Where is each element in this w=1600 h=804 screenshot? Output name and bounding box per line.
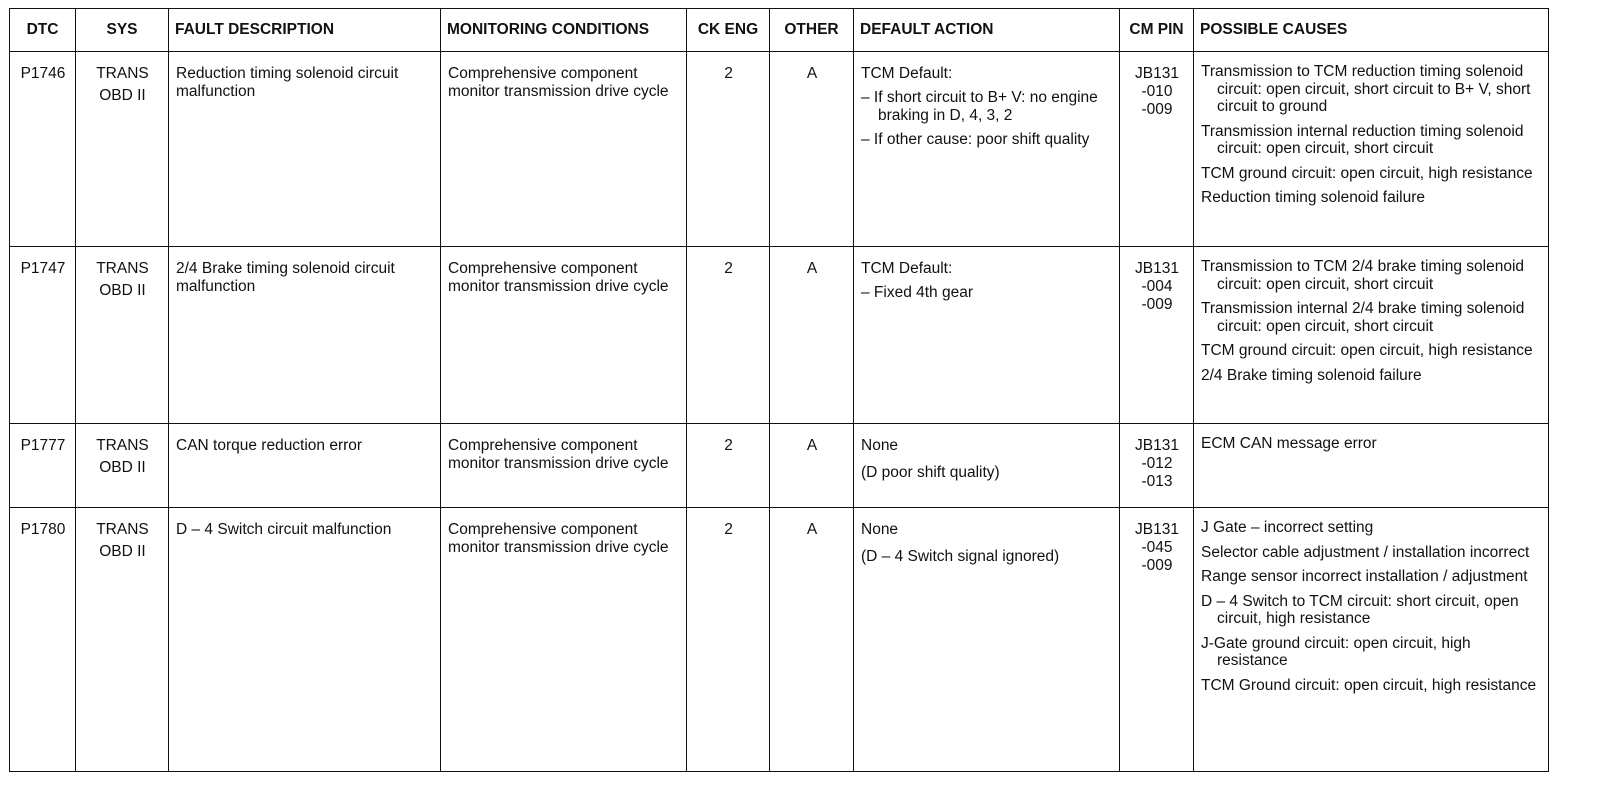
ck-eng-value: 2 (687, 424, 770, 508)
default-action-line: None (861, 437, 899, 454)
fault-description: CAN torque reduction error (169, 424, 441, 508)
header-monitoring-conditions: MONITORING CONDITIONS (441, 9, 687, 52)
cause-item: TCM ground circuit: open circuit, high resistance (1201, 342, 1533, 359)
default-action-line: (D – 4 Switch signal ignored) (861, 548, 1060, 565)
header-sys: SYS (76, 9, 169, 52)
default-action-item: – Fixed 4th gear (861, 284, 974, 301)
table-row (10, 508, 1549, 772)
dtc-code: P1777 (10, 424, 76, 508)
cm-pin-line: -010 (1141, 83, 1173, 100)
possible-causes (1194, 247, 1549, 424)
cm-pin-line: JB131 (1135, 65, 1179, 82)
monitoring-conditions: Comprehensive component monitor transmission drive cycle (441, 508, 687, 772)
other-value: A (770, 508, 854, 772)
default-action-heading: TCM Default: (861, 260, 953, 277)
cause-item: Reduction timing solenoid failure (1201, 189, 1426, 206)
possible-causes (1194, 424, 1549, 508)
sys-line: TRANS (96, 260, 149, 277)
default-action-line: (D poor shift quality) (861, 464, 1000, 481)
header-row (10, 9, 1549, 52)
dtc-code: P1747 (10, 247, 76, 424)
default-action (854, 52, 1120, 247)
ck-eng-value: 2 (687, 247, 770, 424)
fault-description: Reduction timing solenoid circuit malfunction (169, 52, 441, 247)
cm-pin-cell (1120, 247, 1194, 424)
cm-pin-line: -009 (1141, 557, 1173, 574)
cause-item: Transmission to TCM 2/4 brake timing solenoid circuit: open circuit, short circuit (1201, 258, 1525, 293)
sys-cell (76, 52, 169, 247)
cause-item: Selector cable adjustment / installation incorrect (1201, 543, 1530, 561)
default-action-item: – If short circuit to B+ V: no engine braking in D, 4, 3, 2 (861, 89, 1098, 124)
ck-eng-value: 2 (687, 508, 770, 772)
header-cm-pin: CM PIN (1120, 9, 1194, 52)
other-value: A (770, 52, 854, 247)
ck-eng-value: 2 (687, 52, 770, 247)
dtc-code: P1746 (10, 52, 76, 247)
cm-pin-line: JB131 (1135, 437, 1179, 454)
cm-pin-cell (1120, 424, 1194, 508)
cm-pin-cell (1120, 508, 1194, 772)
fault-description: 2/4 Brake timing solenoid circuit malfunction (169, 247, 441, 424)
default-action-item: – If other cause: poor shift quality (861, 131, 1090, 148)
sys-line: OBD II (99, 282, 146, 299)
sys-line: OBD II (99, 543, 146, 560)
sys-cell (76, 508, 169, 772)
default-action (854, 247, 1120, 424)
other-value: A (770, 424, 854, 508)
other-value: A (770, 247, 854, 424)
table-row (10, 247, 1549, 424)
cm-pin-line: -045 (1141, 539, 1173, 556)
cause-item: D – 4 Switch to TCM circuit: short circuit, open circuit, high resistance (1201, 592, 1519, 627)
sys-cell (76, 424, 169, 508)
default-action-line: None (861, 521, 899, 538)
table-row (10, 52, 1549, 247)
sys-line: TRANS (96, 521, 149, 538)
cm-pin-line: -009 (1141, 296, 1173, 313)
monitoring-conditions: Comprehensive component monitor transmission drive cycle (441, 247, 687, 424)
cause-item: Transmission to TCM reduction timing solenoid circuit: open circuit, short circuit to B+ V, short circuit to ground (1201, 63, 1531, 115)
cm-pin-line: -012 (1141, 455, 1173, 472)
header-default-action: DEFAULT ACTION (854, 9, 1120, 52)
cause-item: TCM ground circuit: open circuit, high resistance (1201, 164, 1533, 182)
cause-item: J-Gate ground circuit: open circuit, high resistance (1201, 634, 1471, 669)
default-action (854, 508, 1120, 772)
header-possible-causes: POSSIBLE CAUSES (1194, 9, 1549, 52)
cause-item: J Gate – incorrect setting (1201, 519, 1374, 536)
table-row (10, 424, 1549, 508)
cause-item: TCM Ground circuit: open circuit, high resistance (1201, 676, 1537, 694)
default-action (854, 424, 1120, 508)
cm-pin-cell (1120, 52, 1194, 247)
cm-pin-line: -009 (1141, 101, 1173, 118)
sys-line: TRANS (96, 65, 149, 82)
cause-item: 2/4 Brake timing solenoid failure (1201, 366, 1422, 384)
default-action-heading: TCM Default: (861, 65, 953, 82)
fault-description: D – 4 Switch circuit malfunction (169, 508, 441, 772)
cause-item: ECM CAN message error (1201, 435, 1377, 452)
cm-pin-line: -004 (1141, 278, 1173, 295)
sys-cell (76, 247, 169, 424)
header-fault-description: FAULT DESCRIPTION (169, 9, 441, 52)
possible-causes (1194, 508, 1549, 772)
dtc-code: P1780 (10, 508, 76, 772)
monitoring-conditions: Comprehensive component monitor transmission drive cycle (441, 424, 687, 508)
possible-causes (1194, 52, 1549, 247)
cause-item: Range sensor incorrect installation / adjustment (1201, 568, 1528, 585)
sys-line: OBD II (99, 459, 146, 476)
header-other: OTHER (770, 9, 854, 52)
cause-item: Transmission internal reduction timing solenoid circuit: open circuit, short circuit (1201, 122, 1524, 157)
sys-line: TRANS (96, 437, 149, 454)
header-dtc: DTC (10, 9, 76, 52)
header-ck-eng: CK ENG (687, 9, 770, 52)
sys-line: OBD II (99, 87, 146, 104)
cause-item: Transmission internal 2/4 brake timing solenoid circuit: open circuit, short circuit (1201, 300, 1525, 335)
monitoring-conditions: Comprehensive component monitor transmission drive cycle (441, 52, 687, 247)
dtc-table (9, 8, 1549, 772)
cm-pin-line: -013 (1141, 473, 1173, 490)
cm-pin-line: JB131 (1135, 521, 1179, 538)
cm-pin-line: JB131 (1135, 260, 1179, 277)
dtc-table-container (9, 8, 1549, 772)
